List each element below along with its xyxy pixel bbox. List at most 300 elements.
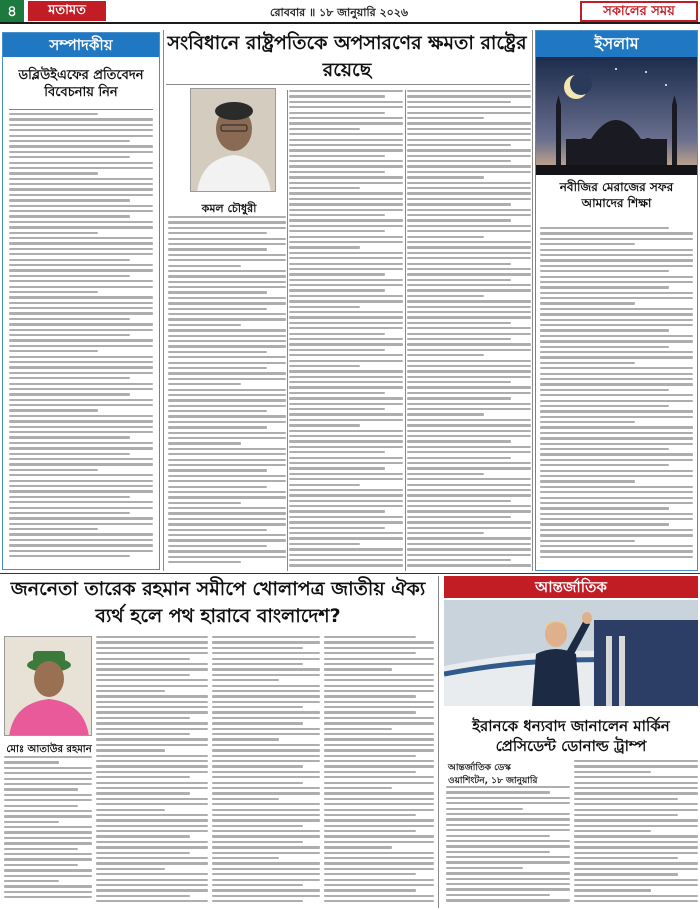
body-text-line [4, 799, 92, 801]
body-text-line [446, 818, 570, 820]
body-text-line [9, 474, 153, 476]
body-text-line [4, 848, 78, 850]
body-text-line [407, 295, 484, 297]
body-text-line [9, 124, 153, 126]
body-text-line [168, 254, 286, 256]
body-text-line [9, 431, 153, 433]
body-text-line [168, 475, 286, 477]
body-text-line [4, 767, 92, 769]
body-text-line [289, 349, 385, 351]
body-text-line [212, 738, 279, 740]
body-text-line [324, 749, 434, 751]
body-text-line [212, 835, 320, 837]
body-text-line [168, 556, 286, 558]
body-text-line [212, 803, 320, 805]
body-text-line [289, 273, 385, 275]
body-text-line [4, 821, 59, 823]
body-text-line [96, 738, 208, 740]
body-text-line [96, 846, 208, 848]
body-text-line [96, 641, 208, 643]
body-text-line [574, 895, 698, 897]
body-text-line [96, 658, 190, 660]
body-text-line [212, 895, 320, 897]
body-text-line [324, 825, 434, 827]
body-text-line [407, 537, 531, 539]
body-text-line [4, 891, 92, 893]
body-text-line [168, 265, 241, 267]
body-text-line [9, 544, 153, 546]
body-text-line [540, 324, 693, 326]
body-text-line [574, 841, 698, 843]
body-text-line [96, 900, 208, 902]
body-text-line [324, 776, 434, 778]
body-text-line [212, 722, 303, 724]
body-text-line [9, 275, 130, 277]
body-text-line [540, 426, 693, 428]
body-text-line [289, 489, 403, 491]
body-text-line [407, 241, 531, 243]
body-text-line [324, 711, 416, 713]
body-text-line [9, 550, 153, 552]
body-text-line [407, 155, 531, 157]
editorial-box [2, 32, 160, 570]
body-text-line [9, 296, 153, 298]
body-text-line [96, 636, 208, 638]
body-text-line [407, 343, 531, 345]
body-text-line [9, 205, 153, 207]
body-text-line [407, 311, 531, 313]
body-text-line [9, 533, 153, 535]
body-text-line [407, 187, 531, 189]
body-text-line [324, 722, 434, 724]
column-divider [532, 30, 533, 571]
body-text-line [289, 510, 385, 512]
body-text-line [4, 788, 78, 790]
body-text-line [407, 386, 531, 388]
body-text-line [168, 432, 286, 434]
body-text-line [407, 176, 484, 178]
body-text-line [540, 421, 635, 423]
body-text-line [96, 825, 208, 827]
body-text-line [540, 383, 693, 385]
body-text-line [9, 393, 130, 395]
body-text-line [446, 878, 570, 880]
body-text-line [446, 894, 550, 896]
issue-date: রোববার ॥ ১৮ জানুয়ারি ২০২৬ [270, 6, 409, 19]
body-text-line [212, 658, 320, 660]
body-text-line [168, 248, 267, 250]
body-text-line [407, 446, 531, 448]
body-text-line [324, 652, 416, 654]
body-text-line [289, 430, 403, 432]
body-text-line [96, 733, 190, 735]
body-text-line [407, 95, 531, 97]
body-text-line [212, 744, 320, 746]
body-text-line [4, 815, 92, 817]
body-text-line [9, 151, 153, 153]
body-text-line [168, 394, 286, 396]
body-text-line [212, 825, 303, 827]
body-text-line [407, 489, 531, 491]
body-text-line [446, 824, 570, 826]
body-text-line [168, 372, 286, 374]
body-text-line [9, 242, 153, 244]
headline-rule [166, 84, 530, 85]
body-text-line [9, 361, 153, 363]
body-text-line [4, 864, 78, 866]
body-text-line [540, 270, 669, 272]
body-text-line [9, 307, 153, 309]
body-text-line [324, 852, 434, 854]
body-text-line [96, 792, 190, 794]
body-text-line [324, 884, 434, 886]
body-text-line [574, 819, 698, 821]
body-text-line [289, 182, 403, 184]
body-text-line [4, 869, 92, 871]
body-text-line [9, 140, 130, 142]
body-text-line [324, 706, 434, 708]
body-text-line [96, 701, 208, 703]
body-text-line [540, 292, 693, 294]
body-text-line [574, 852, 698, 854]
body-text-line [212, 787, 320, 789]
body-text-line [212, 879, 320, 881]
body-text-line [4, 880, 59, 882]
body-text-line [212, 674, 320, 676]
body-text-line [540, 265, 693, 267]
body-text-line [9, 415, 153, 417]
body-text-line [407, 327, 531, 329]
body-text-line [9, 458, 153, 460]
body-text-line [574, 782, 698, 784]
body-text-line [407, 349, 531, 351]
body-text-line [168, 318, 286, 320]
islam-box [535, 30, 698, 571]
person-silhouette-icon [191, 89, 276, 192]
body-text-line [168, 324, 241, 326]
body-text-line [574, 862, 698, 864]
body-text-line [324, 846, 392, 848]
body-text-line [96, 862, 208, 864]
body-text-line [446, 835, 550, 837]
body-text-line [289, 106, 403, 108]
body-text-line [9, 237, 153, 239]
body-text-line [540, 319, 693, 321]
body-text-line [168, 308, 267, 310]
body-text-line [407, 505, 531, 507]
masthead [0, 0, 700, 24]
body-text-line [324, 900, 434, 902]
body-text-line [574, 765, 698, 767]
body-text-line [9, 178, 153, 180]
body-text-line [9, 480, 153, 482]
body-text-line [289, 343, 403, 345]
body-text-line [96, 760, 208, 762]
body-text-line [168, 512, 286, 514]
body-text-line [540, 432, 693, 434]
body-text-line [168, 469, 267, 471]
body-text-line [96, 776, 190, 778]
body-text-line [96, 835, 190, 837]
body-text-line [574, 835, 698, 837]
open-letter-body-col-1 [4, 756, 92, 906]
body-text-line [289, 236, 403, 238]
body-text-line [324, 819, 434, 821]
body-text-line [574, 884, 698, 886]
body-text-line [212, 701, 320, 703]
body-text-line [9, 135, 153, 137]
body-text-line [324, 879, 434, 881]
body-text-line [96, 647, 208, 649]
body-text-line [324, 679, 434, 681]
body-text-line [407, 165, 531, 167]
body-text-line [9, 539, 153, 541]
column-divider [287, 90, 288, 571]
body-text-line [289, 257, 403, 259]
body-text-line [212, 706, 303, 708]
body-text-line [407, 122, 531, 124]
body-text-line [407, 128, 531, 130]
body-text-line [168, 442, 241, 444]
body-text-line [289, 500, 403, 502]
body-text-line [446, 829, 570, 831]
body-text-line [9, 523, 153, 525]
body-text-line [96, 857, 208, 859]
body-text-line [168, 518, 286, 520]
body-text-line [407, 133, 531, 135]
body-text-line [9, 145, 153, 147]
airplane-photo-icon [444, 600, 698, 706]
body-text-line [407, 284, 531, 286]
body-text-line [9, 156, 130, 158]
body-text-line [96, 803, 208, 805]
body-text-line [289, 192, 403, 194]
body-text-line [9, 463, 153, 465]
body-text-line [289, 554, 403, 556]
constitution-body-col-3 [407, 90, 531, 571]
body-text-line [540, 286, 669, 288]
body-text-line [212, 641, 320, 643]
body-text-line [324, 744, 434, 746]
body-text-line [9, 318, 130, 320]
body-text-line [407, 521, 531, 523]
body-text-line [9, 507, 153, 509]
body-text-line [168, 486, 267, 488]
body-text-line [289, 338, 403, 340]
body-text-line [446, 808, 523, 810]
body-text-line [9, 366, 153, 368]
body-text-line [289, 527, 385, 529]
open-letter-body-col-2 [96, 636, 208, 906]
body-text-line [9, 426, 153, 428]
body-text-line [96, 841, 208, 843]
body-text-line [540, 550, 693, 552]
body-text-line [289, 467, 385, 469]
body-text-line [446, 872, 570, 874]
body-text-line [574, 803, 698, 805]
body-text-line [96, 889, 208, 891]
body-text-line [407, 101, 511, 103]
body-text-line [9, 442, 153, 444]
body-text-line [574, 889, 651, 891]
body-text-line [289, 122, 403, 124]
body-text-line [540, 556, 693, 558]
body-text-line [446, 851, 550, 853]
body-text-line [9, 162, 153, 164]
international-body-col-1 [446, 786, 570, 906]
body-text-line [540, 281, 693, 283]
international-section-tag: আন্তর্জাতিক [444, 576, 698, 598]
body-text-line [212, 636, 320, 638]
body-text-line [289, 354, 403, 356]
body-text-line [289, 230, 385, 232]
constitution-body-col-2 [289, 90, 403, 571]
body-text-line [289, 537, 403, 539]
body-text-line [9, 167, 153, 169]
body-text-line [540, 491, 693, 493]
body-text-line [324, 674, 434, 676]
body-text-line [324, 835, 434, 837]
author-name: কমল চৌধুরী [201, 202, 257, 215]
body-text-line [168, 389, 286, 391]
body-text-line [446, 856, 570, 858]
body-text-line [540, 518, 693, 520]
body-text-line [212, 771, 320, 773]
body-text-line [407, 392, 531, 394]
column-divider [405, 90, 406, 571]
body-text-line [407, 257, 531, 259]
body-text-line [168, 286, 286, 288]
body-text-line [168, 437, 286, 439]
body-text-line [168, 378, 286, 380]
body-text-line [324, 830, 416, 832]
body-text-line [289, 413, 403, 415]
section-tag: মতামত [28, 1, 106, 21]
body-text-line [407, 333, 531, 335]
body-text-line [540, 313, 693, 315]
body-text-line [96, 809, 165, 811]
body-text-line [289, 473, 403, 475]
islam-body [540, 227, 693, 567]
body-text-line [407, 106, 531, 108]
body-text-line [9, 129, 153, 131]
body-text-line [407, 408, 531, 410]
body-text-line [168, 545, 267, 547]
body-text-line [324, 868, 434, 870]
body-text-line [540, 513, 693, 515]
body-text-line [4, 858, 92, 860]
body-text-line [540, 362, 635, 364]
body-text-line [9, 339, 153, 341]
author-portrait [4, 636, 92, 736]
body-text-line [212, 652, 320, 654]
body-text-line [9, 199, 130, 201]
body-text-line [446, 802, 570, 804]
page-divider [0, 573, 700, 574]
body-text-line [407, 192, 531, 194]
body-text-line [324, 814, 416, 816]
body-text-line [540, 475, 693, 477]
body-text-line [324, 717, 434, 719]
body-text-line [289, 532, 403, 534]
body-text-line [96, 722, 208, 724]
body-text-line [407, 370, 531, 372]
body-text-line [212, 695, 320, 697]
body-text-line [324, 765, 434, 767]
body-text-line [407, 289, 531, 291]
body-text-line [574, 879, 698, 881]
body-text-line [289, 397, 403, 399]
body-text-line [446, 867, 523, 869]
body-text-line [574, 873, 678, 875]
body-text-line [96, 744, 208, 746]
body-text-line [4, 826, 92, 828]
body-text-line [324, 636, 416, 638]
body-text-line [540, 232, 693, 234]
body-text-line [289, 306, 360, 308]
body-text-line [407, 203, 511, 205]
body-text-line [9, 399, 153, 401]
body-text-line [540, 340, 693, 342]
body-text-line [212, 776, 320, 778]
body-text-line [540, 534, 693, 536]
body-text-line [540, 416, 693, 418]
body-text-line [289, 203, 403, 205]
body-text-line [96, 755, 208, 757]
body-text-line [96, 717, 190, 719]
body-text-line [407, 424, 531, 426]
body-text-line [407, 354, 484, 356]
body-text-line [324, 889, 416, 891]
body-text-line [407, 532, 484, 534]
body-text-line [324, 668, 392, 670]
body-text-line [446, 845, 570, 847]
body-text-line [407, 559, 511, 561]
body-text-line [407, 430, 531, 432]
body-text-line [574, 787, 698, 789]
body-text-line [407, 451, 531, 453]
body-text-line [96, 868, 165, 870]
mosque-illustration [536, 57, 697, 175]
body-text-line [9, 420, 153, 422]
body-text-line [9, 436, 130, 438]
body-text-line [407, 117, 484, 119]
body-text-line [168, 421, 286, 423]
body-text-line [212, 819, 320, 821]
body-text-line [289, 316, 403, 318]
body-text-line [540, 238, 693, 240]
body-text-line [168, 313, 286, 315]
body-text-line [446, 797, 570, 799]
body-text-line [540, 410, 693, 412]
body-text-line [4, 896, 92, 898]
body-text-line [407, 214, 531, 216]
news-photo [444, 600, 698, 706]
body-text-line [289, 543, 360, 545]
body-text-line [212, 728, 320, 730]
body-text-line [9, 388, 153, 390]
body-text-line [407, 160, 511, 162]
body-text-line [407, 236, 484, 238]
body-text-line [407, 397, 511, 399]
body-text-line [9, 517, 153, 519]
body-text-line [407, 564, 531, 566]
body-text-line [9, 350, 98, 352]
body-text-line [289, 133, 403, 135]
body-text-line [289, 446, 403, 448]
body-text-line [407, 198, 531, 200]
body-text-line [540, 297, 693, 299]
